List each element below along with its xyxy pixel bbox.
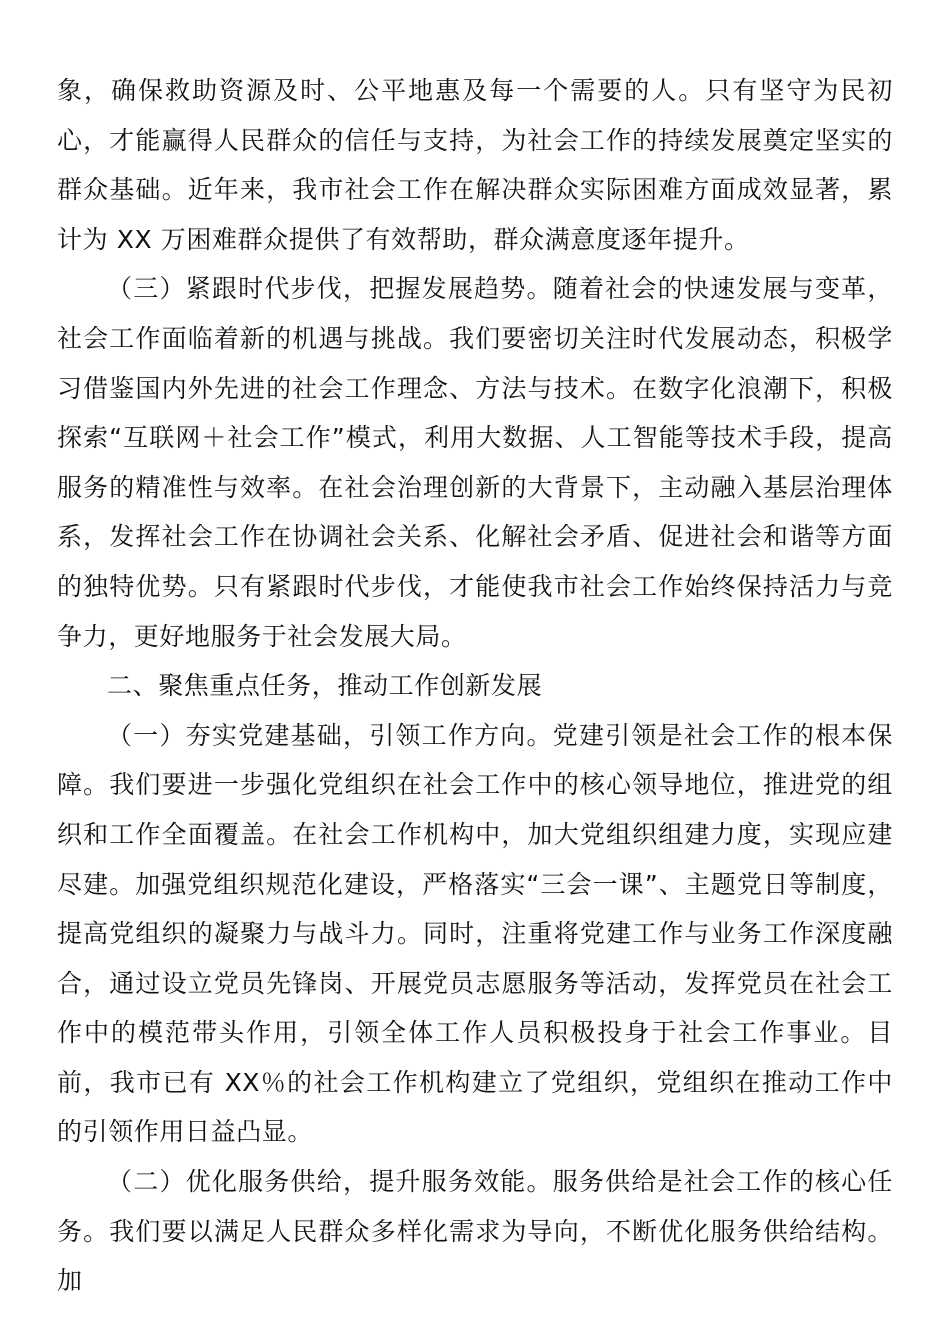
- paragraph-subsection-1: （一）夯实党建基础，引领工作方向。党建引领是社会工作的根本保障。我们要进一步强化党组织在社会工作中的核心领导地位，推进党的组织和工作全面覆盖。在社会工作机构中，加大党组织组建力度，实现应建尽建。加强党组织规范化建设，严格落实“三会一课”、主题党日等制度，提高党组织的凝聚力与战斗力。同时，注重将党建工作与业务工作深度融合，通过设立党员先锋岗、开展党员志愿服务等活动，发挥党员在社会工作中的模范带头作用，引领全体工作人员积极投身于社会工作事业。目前，我市已有 XX％的社会工作机构建立了党组织，党组织在推动工作中的引领作用日益凸显。: [57, 720, 893, 1147]
- paragraph-section-3: （三）紧跟时代步伐，把握发展趋势。随着社会的快速发展与变革，社会工作面临着新的机遇与挑战。我们要密切关注时代发展动态，积极学习借鉴国内外先进的社会工作理念、方法与技术。在数字化浪潮下，积极探索“互联网＋社会工作”模式，利用大数据、人工智能等技术手段，提高服务的精准性与效率。在社会治理创新的大背景下，主动融入基层治理体系，发挥社会工作在协调社会关系、化解社会矛盾、促进社会和谐等方面的独特优势。只有紧跟时代步伐，才能使我市社会工作始终保持活力与竞争力，更好地服务于社会发展大局。: [57, 274, 893, 651]
- section-heading-2: 二、聚焦重点任务，推动工作创新发展: [107, 671, 543, 701]
- body-text: [57, 66, 893, 1306]
- paragraph-subsection-2: （二）优化服务供给，提升服务效能。服务供给是社会工作的核心任务。我们要以满足人民群众多样化需求为导向，不断优化服务供给结构。加: [57, 1167, 893, 1296]
- paragraph-continuation: 象，确保救助资源及时、公平地惠及每一个需要的人。只有坚守为民初心，才能赢得人民群众的信任与支持，为社会工作的持续发展奠定坚实的群众基础。近年来，我市社会工作在解决群众实际困难方面成效显著，累计为 XX 万困难群众提供了有效帮助，群众满意度逐年提升。: [57, 76, 893, 254]
